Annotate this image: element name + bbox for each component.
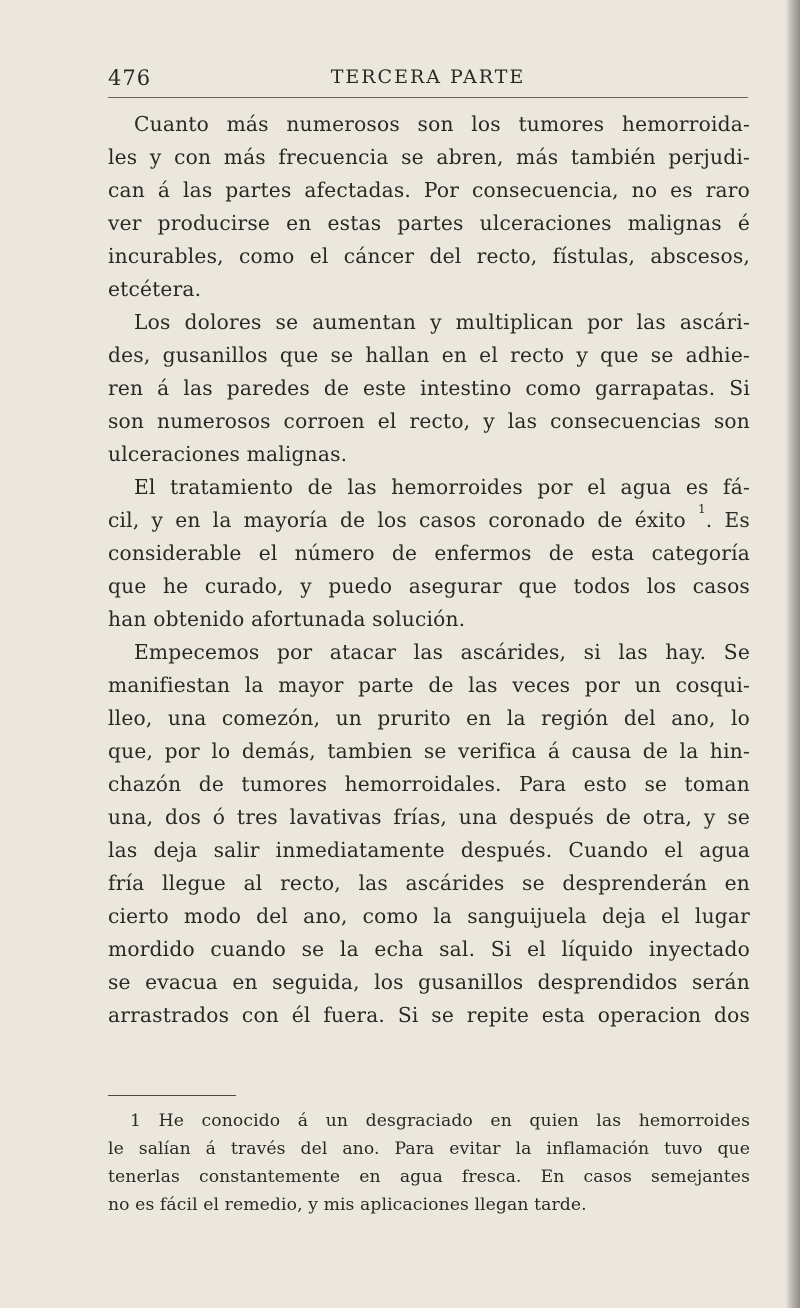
text-line: ulceraciones malignas. bbox=[108, 442, 348, 466]
text-line: que he curado, y puedo asegurar que todos los casos bbox=[108, 574, 750, 598]
text-line: son numerosos corroen el recto, y las consecuencias son bbox=[108, 409, 750, 433]
text-line: des, gusanillos que se hallan en el recto y que se adhie- bbox=[108, 343, 750, 367]
text-line: ver producirse en estas partes ulceraciones malignas é bbox=[108, 211, 750, 235]
text-line-with-footnote-ref bbox=[108, 504, 750, 537]
page-number: 476 bbox=[108, 66, 152, 90]
header-rule bbox=[108, 97, 748, 98]
text-line: arrastrados con él fuera. Si se repite esta operacion dos bbox=[108, 1003, 750, 1027]
text-line: etcétera. bbox=[108, 277, 202, 301]
footnote-line: le salían á través del ano. Para evitar la inflamación tuvo que bbox=[108, 1139, 750, 1159]
text-line: cierto modo del ano, como la sanguijuela deja el lugar bbox=[108, 904, 750, 928]
text-line: Los dolores se aumentan y multiplican por las ascári- bbox=[134, 310, 750, 334]
text-line: Cuanto más numerosos son los tumores hemorroida- bbox=[134, 112, 750, 136]
text-fragment: cil, y en la mayoría de los casos coronado de éxito bbox=[108, 508, 686, 532]
footnote-marker: 1 bbox=[130, 1111, 142, 1131]
text-line: han obtenido afortunada solución. bbox=[108, 607, 466, 631]
text-line: una, dos ó tres lavativas frías, una después de otra, y se bbox=[108, 805, 750, 829]
footnote-line: no es fácil el remedio, y mis aplicaciones llegan tarde. bbox=[108, 1195, 587, 1215]
footnote bbox=[108, 1107, 750, 1219]
text-line: lleo, una comezón, un prurito en la región del ano, lo bbox=[108, 706, 750, 730]
main-text bbox=[108, 108, 750, 1032]
text-line: Empecemos por atacar las ascárides, si las hay. Se bbox=[134, 640, 750, 664]
text-line: chazón de tumores hemorroidales. Para esto se toman bbox=[108, 772, 750, 796]
footnote-line: tenerlas constantemente en agua fresca. En casos semejantes bbox=[108, 1167, 750, 1187]
text-fragment: He conocido á un desgraciado en quien las hemorroides bbox=[158, 1111, 750, 1131]
text-line: manifiestan la mayor parte de las veces por un cosqui- bbox=[108, 673, 750, 697]
footnote-line bbox=[108, 1107, 750, 1135]
running-head: TERCERA PARTE bbox=[330, 66, 526, 88]
text-line: las deja salir inmediatamente después. Cuando el agua bbox=[108, 838, 750, 862]
text-line: se evacua en seguida, los gusanillos desprendidos serán bbox=[108, 970, 750, 994]
text-line: mordido cuando se la echa sal. Si el líquido inyectado bbox=[108, 937, 750, 961]
text-line: que, por lo demás, tambien se verifica á causa de la hin- bbox=[108, 739, 750, 763]
page-header bbox=[108, 58, 748, 98]
text-line: incurables, como el cáncer del recto, fístulas, abscesos, bbox=[108, 244, 750, 268]
text-line: considerable el número de enfermos de esta categoría bbox=[108, 541, 750, 565]
text-line: fría llegue al recto, las ascárides se desprenderán en bbox=[108, 871, 750, 895]
text-line: can á las partes afectadas. Por consecuencia, no es raro bbox=[108, 178, 750, 202]
footnote-reference: 1 bbox=[697, 502, 706, 517]
footnote-rule bbox=[108, 1095, 236, 1096]
text-line: El tratamiento de las hemorroides por el agua es fá- bbox=[134, 475, 750, 499]
text-fragment: . Es bbox=[705, 508, 750, 532]
page-edge-shadow bbox=[786, 0, 800, 1308]
text-line: ren á las paredes de este intestino como garrapatas. Si bbox=[108, 376, 750, 400]
text-line: les y con más frecuencia se abren, más también perjudi- bbox=[108, 145, 750, 169]
